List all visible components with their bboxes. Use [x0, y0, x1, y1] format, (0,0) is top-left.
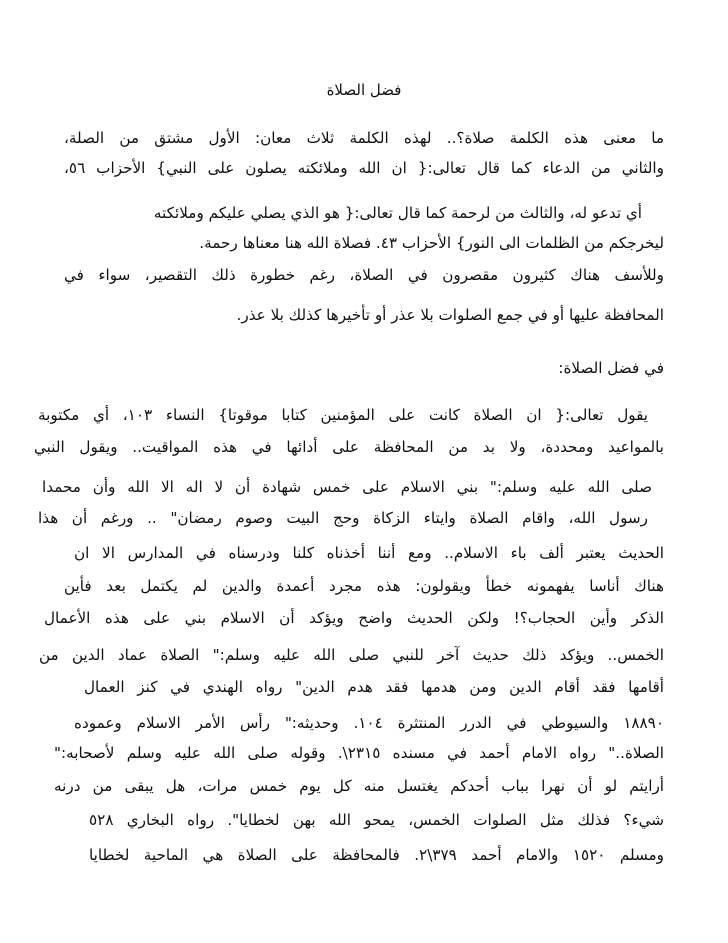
para3-line-5: الحديث يعتبر ألف باء الاسلام.. ومع أننا أخذناه كلنا ودرسناه في المدارس الا ان	[74, 544, 664, 562]
para3-line-9: أقامها فقد أقام الدين ومن هدمها فقد هدم الدين" رواه الهندي في كنز العمال	[84, 678, 664, 696]
para3-line-1: يقول تعالى:{ ان الصلاة كانت على المؤمنين كتابا موقوتا} النساء ١٠٣، أي مكتوبة	[38, 406, 648, 424]
para3-line-12: أرايتم لو أن نهرا بباب أحدكم يغتسل منه كل يوم خمس مرات، هل يبقى من درنه	[54, 777, 664, 795]
para2-line-1: وللأسف هناك كثيرون مقصرون في الصلاة، رغم خطورة ذلك التقصير، سواء في	[64, 266, 664, 284]
para1-line-4: ليخرجكم من الظلمات الى النور} الأحزاب ٤٣. فصلاة الله هنا معناها رحمة.	[199, 234, 664, 252]
para2-line-2: المحافظة عليها أو في جمع الصلوات بلا عذر أو تأخيرها كذلك بلا عذر.	[236, 306, 664, 324]
para3-line-2: بالمواعيد ومحددة، ولا بد من المحافظة على أدائها في هذه المواقيت.. ويقول النبي	[34, 438, 664, 456]
para3-line-8: الخمس.. ويؤكد ذلك حديث آخر للنبي صلى الله عليه وسلم:" الصلاة عماد الدين من	[39, 646, 664, 664]
para1-line-2: والثاني من الدعاء كما قال تعالى:{ ان الله وملائكته يصلون على النبي} الأحزاب ٥٦،	[64, 159, 664, 177]
para3-line-3: صلى الله عليه وسلم:" بني الاسلام على خمس شهادة أن لا اله الا الله وأن محمدا	[42, 478, 652, 496]
para3-line-13: شيء؟ فذلك مثل الصلوات الخمس، يمحو الله بهن لخطايا". رواه البخاري ٥٢٨	[89, 811, 664, 829]
para3-line-4: رسول الله، واقام الصلاة وايتاء الزكاة وحج البيت وصوم رمضان" .. ورغم أن هذا	[38, 509, 648, 527]
para3-line-11: الصلاة.." رواه الامام أحمد في مسنده ٢٣١٥\. وقوله صلى الله عليه وسلم لأصحابه:"	[54, 744, 664, 762]
para3-line-14: ومسلم ١٥٢٠ والامام أحمد ٣٧٩\٢. فالمحافظة على الصلاة هي الماحية لخطايا	[89, 846, 664, 864]
para3-line-6: هناك أناسا يفهمونه خطأ ويقولون: هذه مجرد أعمدة والدين لم يكتمل بعد فأين	[64, 577, 664, 595]
section-heading: في فضل الصلاة:	[558, 359, 664, 377]
para1-line-3: أي تدعو له، والثالث من لرحمة كما قال تعالى:{ هو الذي يصلي عليكم وملائكته	[153, 204, 642, 222]
para3-line-10: ١٨٨٩٠ والسيوطي في الدرر المنتثرة ١٠٤. وحديثه:" رأس الأمر الاسلام وعموده	[74, 714, 664, 732]
para1-line-1: ما معنى هذه الكلمة صلاة؟.. لهذه الكلمة ثلاث معان: الأول مشتق من الصلة،	[64, 129, 664, 147]
para3-line-7: الذكر وأين الحجاب؟! ولكن الحديث واضح ويؤكد أن الاسلام بني على هذه الأعمال	[44, 609, 664, 627]
page-title: فضل الصلاة	[326, 81, 402, 99]
